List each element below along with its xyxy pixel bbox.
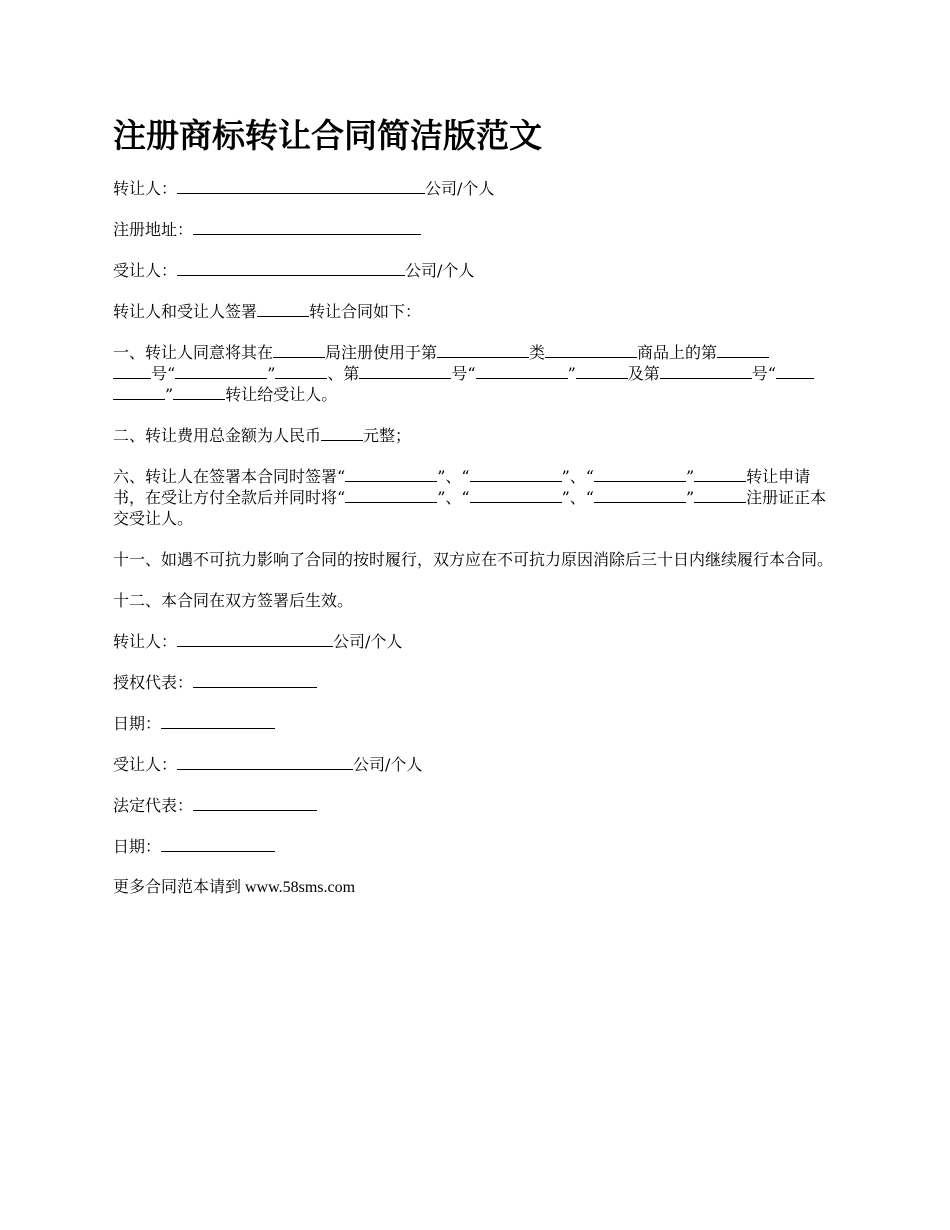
c1-text-l: ” xyxy=(165,385,174,404)
sig-date-blank-1[interactable] xyxy=(161,714,275,729)
c2-text-a: 二、转让费用总金额为人民币 xyxy=(113,426,322,445)
transferee-line xyxy=(113,260,841,281)
document-page xyxy=(113,112,841,918)
intro-text-b: 转让合同如下： xyxy=(309,302,422,321)
transferee-blank[interactable] xyxy=(177,261,405,276)
c6-blank-3[interactable] xyxy=(594,467,686,482)
address-line xyxy=(113,219,841,240)
c6-text-a: 六、转让人在签署本合同时签署“ xyxy=(113,467,346,486)
sig-date-line-2 xyxy=(113,836,841,857)
address-label: 注册地址： xyxy=(113,220,194,239)
c6-blank-5[interactable] xyxy=(345,488,437,503)
transferor-type: 公司/个人 xyxy=(425,179,495,198)
c1-text-c: 类 xyxy=(529,343,546,362)
c1-blank-11b[interactable] xyxy=(113,385,165,400)
clause-12: 十二、本合同在双方签署后生效。 xyxy=(113,591,354,610)
c2-text-b: 元整； xyxy=(363,426,412,445)
c1-blank-4b[interactable] xyxy=(113,364,151,379)
c6-text-f: ”、“ xyxy=(437,488,470,507)
clause-2 xyxy=(113,425,841,446)
c1-text-h: 号“ xyxy=(451,364,476,383)
c1-blank-7[interactable] xyxy=(359,364,451,379)
c1-text-b: 局注册使用于第 xyxy=(325,343,438,362)
clause-1 xyxy=(113,342,841,405)
sig-auth-rep-line xyxy=(113,672,841,693)
transferor-line xyxy=(113,178,841,199)
sig-transferor-type: 公司/个人 xyxy=(333,632,403,651)
sig-legal-rep-blank[interactable] xyxy=(193,796,317,811)
c6-blank-6[interactable] xyxy=(470,488,562,503)
transferee-type: 公司/个人 xyxy=(405,261,475,280)
c1-blank-3[interactable] xyxy=(545,343,637,358)
c1-text-f: ” xyxy=(267,364,276,383)
footer-more-link[interactable]: 更多合同范本请到 www.58sms.com xyxy=(113,879,356,896)
c1-blank-5[interactable] xyxy=(175,364,267,379)
c6-blank-7[interactable] xyxy=(594,488,686,503)
intro-blank[interactable] xyxy=(257,302,309,317)
c2-blank[interactable] xyxy=(321,426,363,441)
sig-transferor-blank[interactable] xyxy=(177,632,333,647)
c1-text-e: 号“ xyxy=(151,364,176,383)
c6-blank-4[interactable] xyxy=(694,467,746,482)
c6-blank-1[interactable] xyxy=(345,467,437,482)
c1-text-d: 商品上的第 xyxy=(637,343,718,362)
intro-text-a: 转让人和受让人签署 xyxy=(113,302,258,321)
c1-text-k: 号“ xyxy=(751,364,776,383)
c6-blank-8[interactable] xyxy=(694,488,746,503)
intro-clause xyxy=(113,301,841,322)
c1-blank-10[interactable] xyxy=(660,364,752,379)
transferor-blank[interactable] xyxy=(177,179,425,194)
c1-blank-6[interactable] xyxy=(275,364,327,379)
c6-text-i: 注册证正本交受让人。 xyxy=(113,488,827,528)
c1-blank-2[interactable] xyxy=(437,343,529,358)
sig-date-line-1 xyxy=(113,713,841,734)
c1-text-m: 转让给受让人。 xyxy=(225,385,338,404)
c6-text-c: ”、“ xyxy=(561,467,594,486)
c1-blank-9[interactable] xyxy=(576,364,628,379)
c6-text-d: ” xyxy=(685,467,695,486)
c6-blank-2[interactable] xyxy=(470,467,562,482)
c1-blank-4a[interactable] xyxy=(717,343,769,358)
c1-blank-11a[interactable] xyxy=(776,364,814,379)
c1-text-g: 、第 xyxy=(327,364,360,383)
transferee-label: 受让人： xyxy=(113,261,178,280)
address-blank[interactable] xyxy=(193,220,421,235)
transferor-label: 转让人： xyxy=(113,179,178,198)
c6-text-b: ”、“ xyxy=(437,467,470,486)
document-title: 注册商标转让合同简洁版范文 xyxy=(113,116,542,155)
sig-transferee-type: 公司/个人 xyxy=(353,755,423,774)
c6-text-h: ” xyxy=(685,488,695,507)
sig-transferee-blank[interactable] xyxy=(177,755,353,770)
sig-transferor-label: 转让人： xyxy=(113,632,178,651)
c6-text-g: ”、“ xyxy=(561,488,594,507)
c1-text-i: ” xyxy=(567,364,576,383)
sig-transferor-line xyxy=(113,631,841,652)
c1-text-j: 及第 xyxy=(627,364,660,383)
sig-auth-rep-label: 授权代表： xyxy=(113,673,194,692)
sig-transferee-label: 受让人： xyxy=(113,755,178,774)
c1-blank-8[interactable] xyxy=(476,364,568,379)
sig-date-blank-2[interactable] xyxy=(161,837,275,852)
c1-blank-12[interactable] xyxy=(173,385,225,400)
c1-blank-1[interactable] xyxy=(273,343,325,358)
clause-11: 十一、如遇不可抗力影响了合同的按时履行，双方应在不可抗力原因消除后三十日内继续履行本合同。 xyxy=(113,550,834,569)
sig-transferee-line xyxy=(113,754,841,775)
sig-legal-rep-line xyxy=(113,795,841,816)
sig-legal-rep-label: 法定代表： xyxy=(113,796,194,815)
c1-text-a: 一、转让人同意将其在 xyxy=(113,343,274,362)
sig-date-label-2: 日期： xyxy=(113,837,162,856)
clause-6 xyxy=(113,466,841,529)
c6-text-e: 转让申请书，在受让方付全款后并同时将“ xyxy=(113,467,811,507)
sig-auth-rep-blank[interactable] xyxy=(193,673,317,688)
sig-date-label-1: 日期： xyxy=(113,714,162,733)
